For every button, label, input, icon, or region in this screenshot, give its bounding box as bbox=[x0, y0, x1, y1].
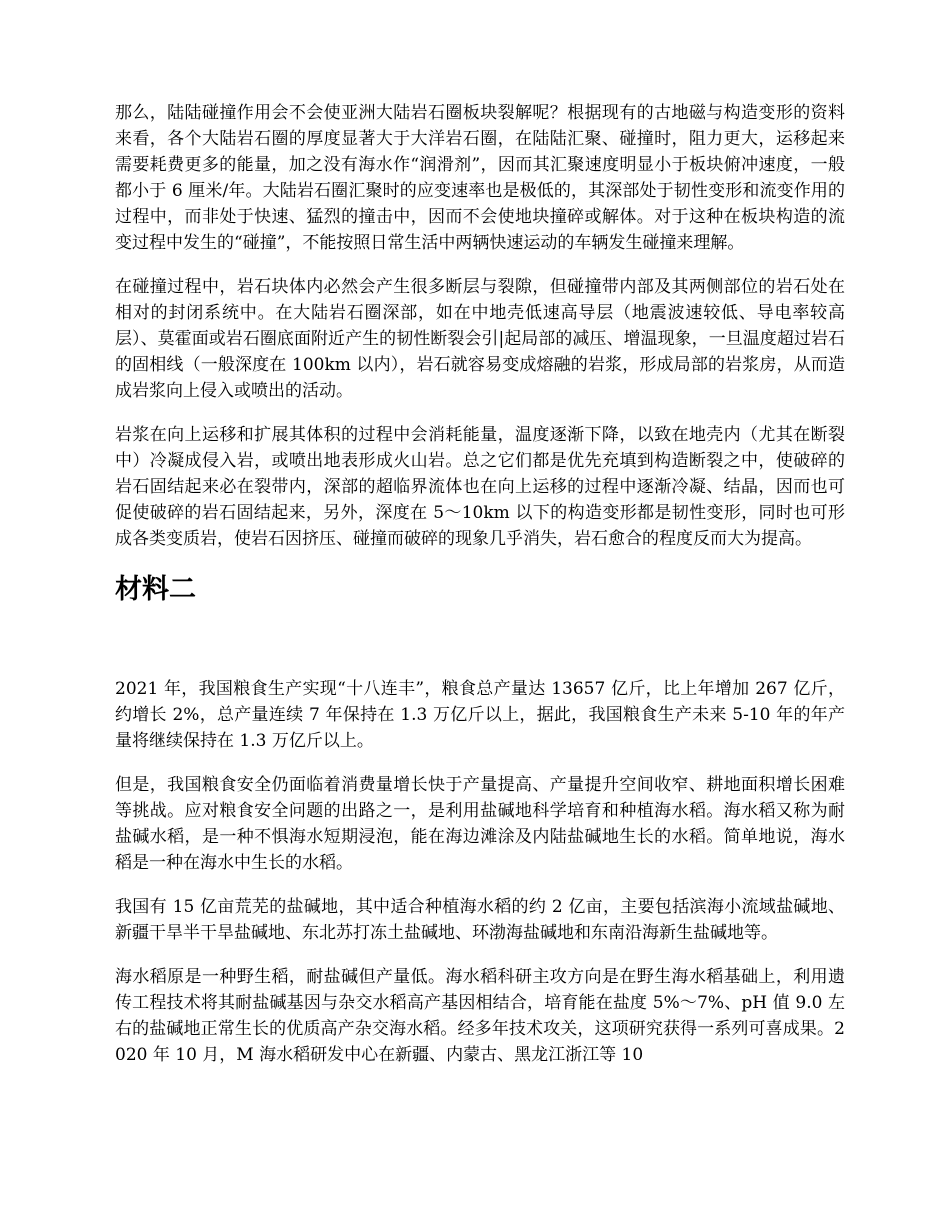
paragraph-magma-movement: 岩浆在向上运移和扩展其体积的过程中会消耗能量，温度逐渐下降，以致在地壳内（尤其在断裂中）冷凝成侵入岩，或喷出地表形成火山岩。总之它们都是优先充填到构造断裂之中，使破碎的岩石固结起来必在裂带内，深部的超临界流体也在向上运移的过程中逐渐冷凝、结晶，因而也可促使破碎的岩石固结起来，另外，深度在 5～10km 以下的构造变形都是韧性变形，同时也可形成各类变质岩，使岩石因挤压、碰撞而破碎的现象几乎消失，岩石愈合的程度反而大为提高。 bbox=[115, 425, 845, 549]
paragraph-food-security: 但是，我国粮食安全仍面临着消费量增长快于产量提高、产量提升空间收窄、耕地面积增长困难等挑战。应对粮食安全问题的出路之一，是利用盐碱地科学培育和种植海水稻。海水稻又称为耐盐碱水稻，是一种不惧海水短期浸泡，能在海边滩涂及内陆盐碱地生长的水稻。简单地说，海水稻是一种在海水中生长的水稻。 bbox=[115, 775, 845, 873]
section-heading-material-two: 材料二 bbox=[115, 574, 196, 605]
paragraph-grain-production: 2021 年，我国粮食生产实现“十八连丰”，粮食总产量达 13657 亿斤，比上年增加 267 亿斤，约增长 2%，总产量连续 7 年保持在 1.3 万亿斤以上，据此，我国粮食生产未来 5-10 年的年产量将继续保持在 1.3 万亿斤以上。 bbox=[115, 679, 845, 751]
paragraph-collision-process: 在碰撞过程中，岩石块体内必然会产生很多断层与裂隙，但碰撞带内部及其两侧部位的岩石处在相对的封闭系统中。在大陆岩石圈深部，如在中地壳低速高导层（地震波速较低、导电率较高层）、莫霍面或岩石圈底面附近产生的韧性断裂会引|起局部的减压、增温现象，一旦温度超过岩石的固相线（一般深度在 100km 以内），岩石就容易变成熔融的岩浆，形成局部的岩浆房，从而造成岩浆向上侵入或喷出的活动。 bbox=[115, 277, 845, 401]
paragraph-continental-collision: 那么，陆陆碰撞作用会不会使亚洲大陆岩石圈板块裂解呢？根据现有的古地磁与构造变形的资料来看，各个大陆岩石圈的厚度显著大于大洋岩石圈，在陆陆汇聚、碰撞时，阻力更大，运移起来需要耗费更多的能量，加之没有海水作“润滑剂”，因而其汇聚速度明显小于板块俯冲速度，一般都小于 6 厘米/年。大陆岩石圈汇聚时的应变速率也是极低的，其深部处于韧性变形和流变作用的过程中，而非处于快速、猛烈的撞击中，因而不会使地块撞碎或解体。对于这种在板块构造的流变过程中发生的“碰撞”，不能按照日常生活中两辆快速运动的车辆发生碰撞来理解。 bbox=[115, 103, 845, 253]
document-page bbox=[115, 100, 845, 1086]
paragraph-saline-land: 我国有 15 亿亩荒芜的盐碱地，其中适合种植海水稻的约 2 亿亩，主要包括滨海小流域盐碱地、新疆干旱半干旱盐碱地、东北苏打冻土盐碱地、环渤海盐碱地和东南沿海新生盐碱地等。 bbox=[115, 897, 845, 943]
paragraph-sea-rice-research: 海水稻原是一种野生稻，耐盐碱但产量低。海水稻科研主攻方向是在野生海水稻基础上，利用遗传工程技术将其耐盐碱基因与杂交水稻高产基因相结合，培育能在盐度 5%～7%、pH 值 9.0 左右的盐碱地正常生长的优质高产杂交海水稻。经多年技术攻关，这项研究获得一系列可喜成果。2020 年 10 月，M 海水稻研发中心在新疆、内蒙古、黑龙江浙江等 10 bbox=[115, 967, 845, 1065]
